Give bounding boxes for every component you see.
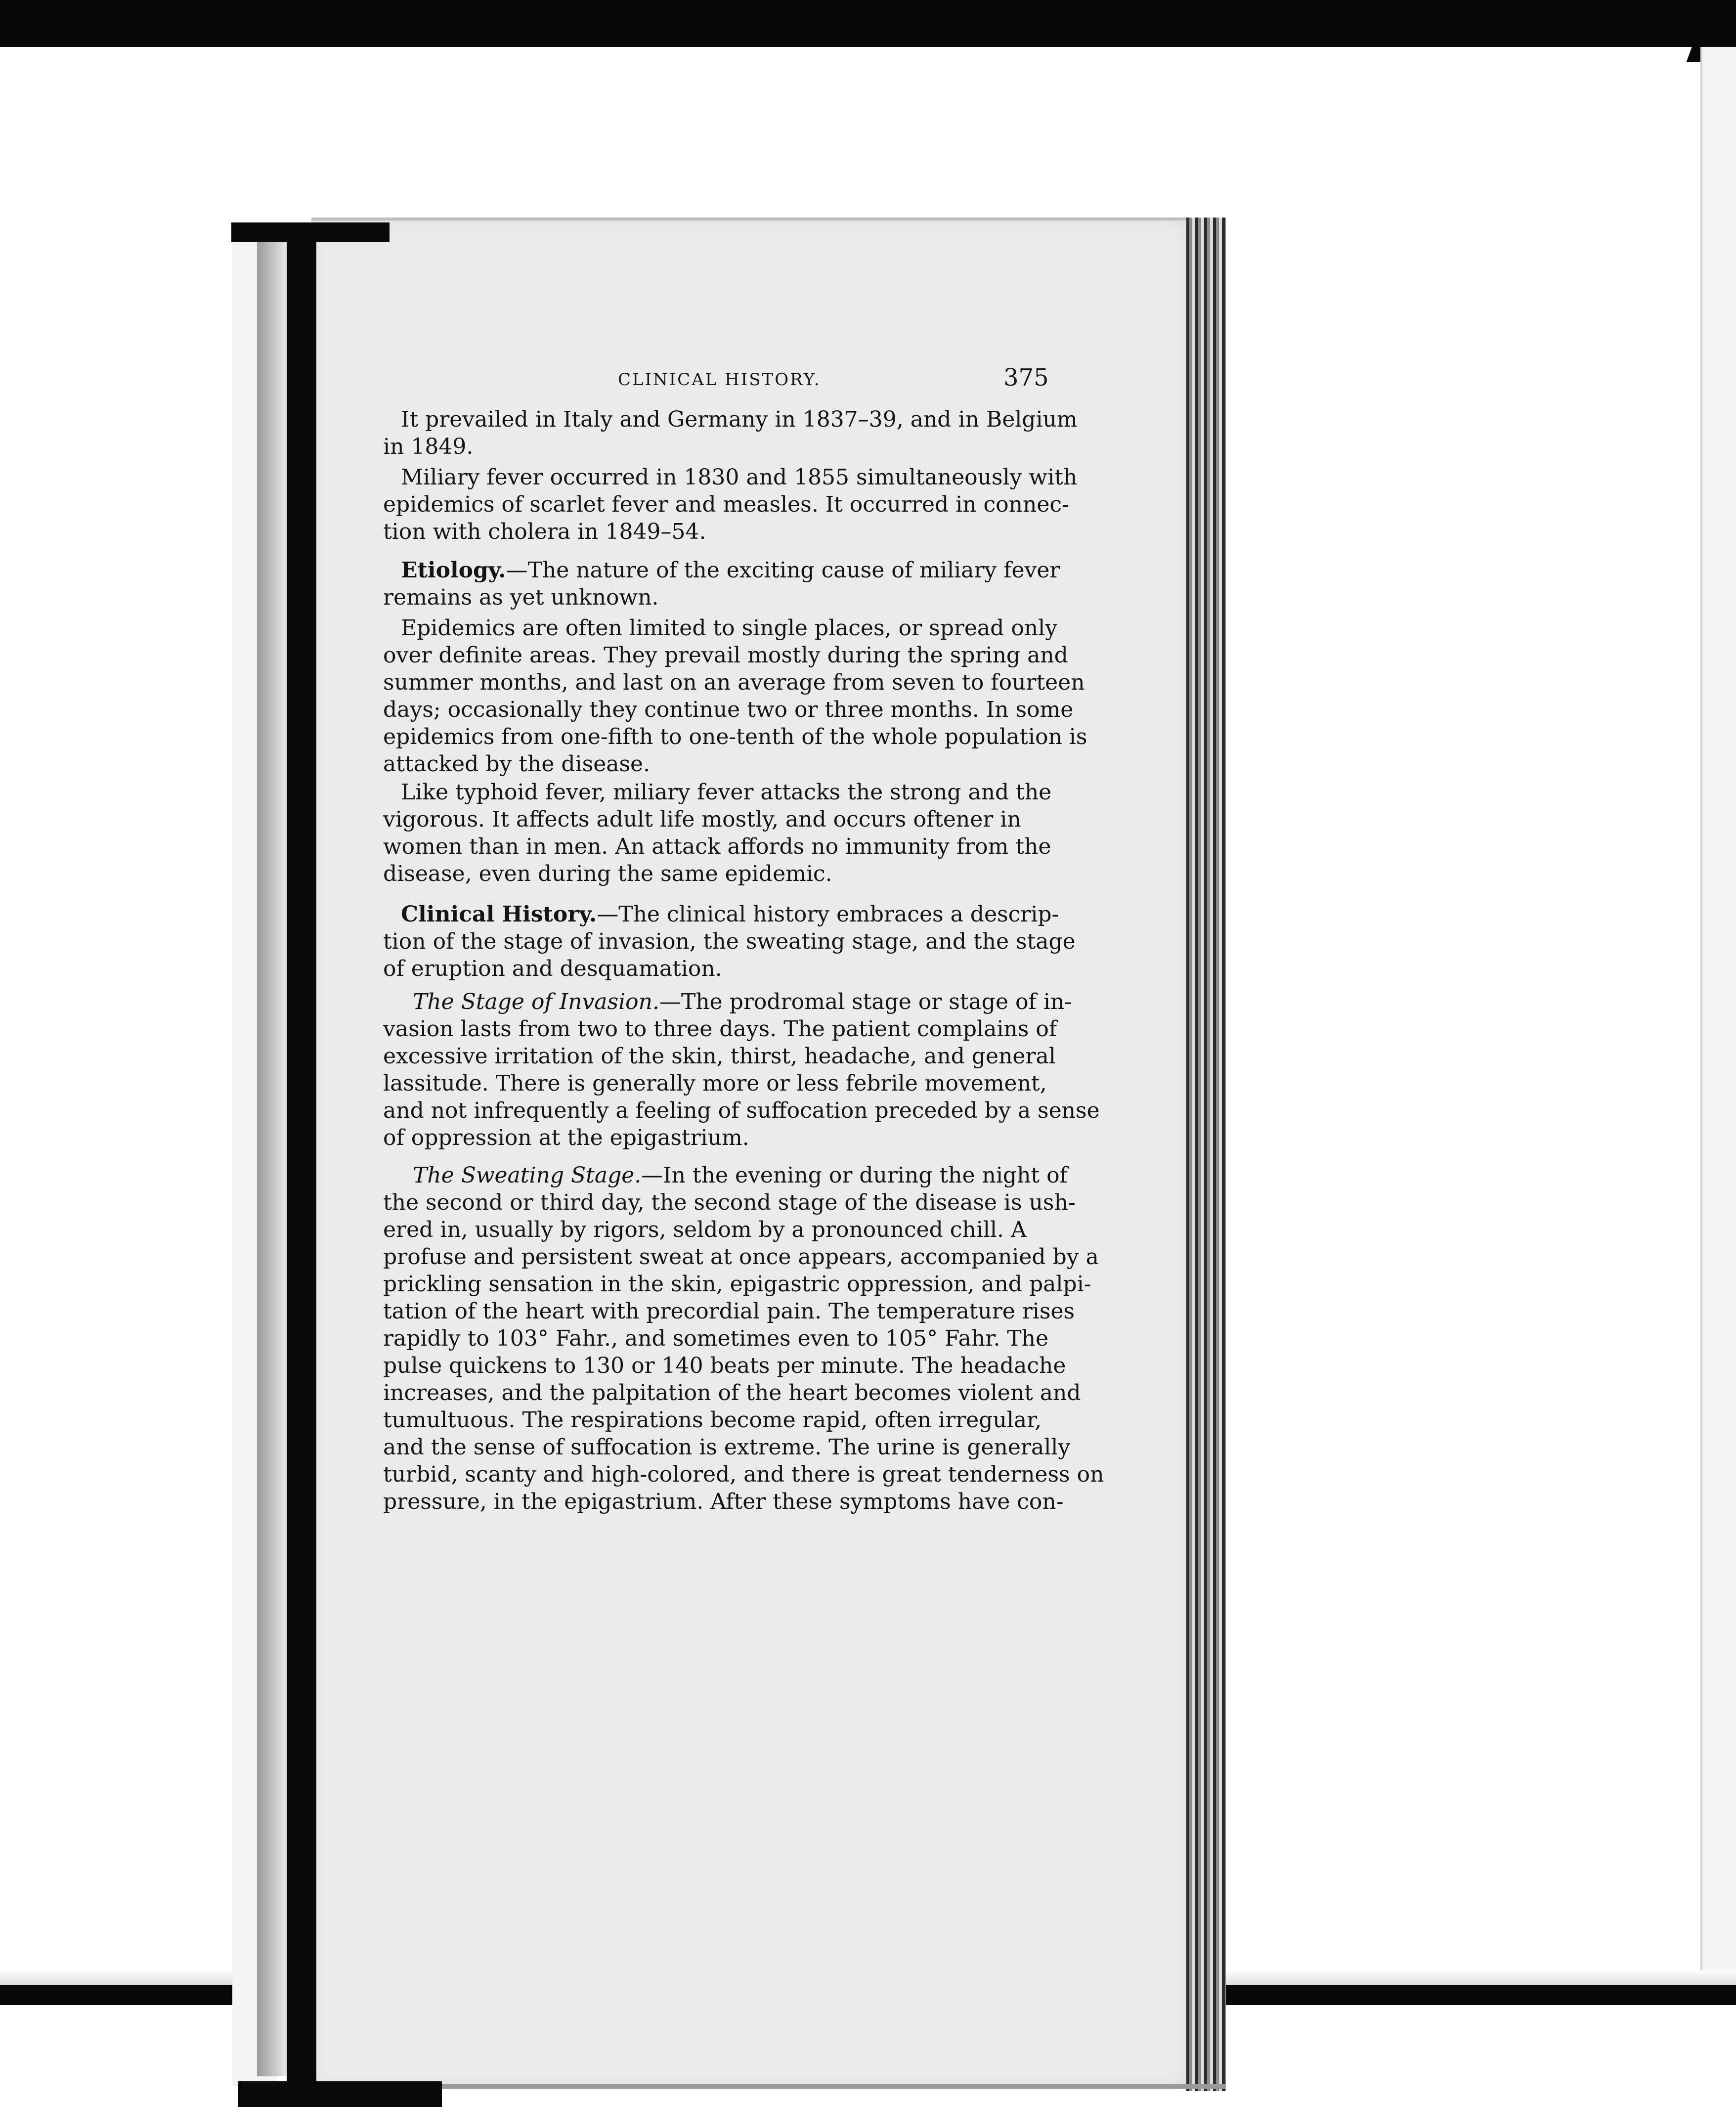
text-line: vasion lasts from two to three days. The patient complains of xyxy=(383,1016,1057,1042)
page-bottom-edge xyxy=(311,2084,1226,2089)
text-line: disease, even during the same epidemic. xyxy=(383,861,832,886)
text-line: remains as yet unknown. xyxy=(383,585,659,610)
text-line: in 1849. xyxy=(383,434,474,459)
text-line: epidemics from one-fifth to one-tenth of the whole population is xyxy=(383,724,1087,749)
text-line: of eruption and desquamation. xyxy=(383,956,722,981)
text-line: over definite areas. They prevail mostly during the spring and xyxy=(383,643,1068,668)
page-edges xyxy=(1186,218,1226,2091)
text-line: pulse quickens to 130 or 140 beats per minute. The headache xyxy=(383,1353,1066,1378)
text-line: of oppression at the epigastrium. xyxy=(383,1125,749,1150)
text-line: vigorous. It affects adult life mostly, and occurs oftener in xyxy=(383,807,1021,832)
text-line: and not infrequently a feeling of suffocation preceded by a sense xyxy=(383,1098,1100,1123)
text-line: tumultuous. The respirations become rapid, often irregular, xyxy=(383,1407,1042,1433)
text-line: turbid, scanty and high-colored, and there is great tenderness on xyxy=(383,1462,1104,1487)
text-line: tion of the stage of invasion, the sweating stage, and the stage xyxy=(383,929,1076,954)
bracket-bottom xyxy=(238,2081,442,2107)
text-line: rapidly to 103° Fahr., and sometimes even to 105° Fahr. The xyxy=(383,1326,1049,1351)
text-line: —In the evening or during the night of xyxy=(641,1163,1068,1188)
text-line: It prevailed in Italy and Germany in 1837–39, and in Belgium xyxy=(401,407,1078,432)
text-line: the second or third day, the second stage of the disease is ush- xyxy=(383,1190,1076,1215)
paragraph-clinical-history xyxy=(401,902,1059,927)
text-line: attacked by the disease. xyxy=(383,751,651,777)
heading-sweating-stage: The Sweating Stage. xyxy=(413,1163,642,1188)
text-line: —The nature of the exciting cause of miliary fever xyxy=(506,558,1060,583)
text-line: Epidemics are often limited to single places, or spread only xyxy=(401,615,1058,641)
text-line: ered in, usually by rigors, seldom by a pronounced chill. A xyxy=(383,1217,1027,1242)
text-line: women than in men. An attack affords no immunity from the xyxy=(383,834,1051,859)
text-line: lassitude. There is generally more or less febrile movement, xyxy=(383,1071,1047,1096)
text-line: Miliary fever occurred in 1830 and 1855 simultaneously with xyxy=(401,465,1078,490)
text-line: days; occasionally they continue two or three months. In some xyxy=(383,697,1074,722)
text-line: profuse and persistent sweat at once appears, accompanied by a xyxy=(383,1244,1099,1270)
text-line: prickling sensation in the skin, epigastric oppression, and palpi- xyxy=(383,1272,1091,1297)
text-line: tation of the heart with precordial pain. The temperature rises xyxy=(383,1299,1075,1324)
text-line: summer months, and last on an average from seven to fourteen xyxy=(383,670,1085,695)
running-head: CLINICAL HISTORY. xyxy=(618,370,821,390)
scanner-right-margin xyxy=(1700,47,1736,1985)
text-line: —The clinical history embraces a descrip- xyxy=(597,902,1059,927)
text-line: and the sense of suffocation is extreme. The urine is generally xyxy=(383,1435,1071,1460)
page-body xyxy=(383,405,1104,1552)
bracket-vertical xyxy=(287,225,316,2094)
heading-clinical-history: Clinical History. xyxy=(401,902,597,927)
text-line: increases, and the palpitation of the heart becomes violent and xyxy=(383,1380,1081,1405)
heading-etiology: Etiology. xyxy=(401,558,506,583)
scanner-top-border xyxy=(0,0,1736,47)
text-line: excessive irritation of the skin, thirst, headache, and general xyxy=(383,1044,1056,1069)
text-line: tion with cholera in 1849–54. xyxy=(383,519,706,544)
text-line: Like typhoid fever, miliary fever attacks the strong and the xyxy=(401,780,1052,805)
text-line: —The prodromal stage or stage of in- xyxy=(659,989,1072,1014)
text-line: epidemics of scarlet fever and measles. It occurred in connec- xyxy=(383,492,1069,517)
heading-stage-invasion: The Stage of Invasion. xyxy=(413,989,659,1014)
text-line: pressure, in the epigastrium. After these symptoms have con- xyxy=(383,1489,1064,1514)
paragraph-sweating-stage xyxy=(413,1163,1068,1188)
paragraph-etiology xyxy=(401,558,1060,583)
paragraph-stage-invasion xyxy=(413,990,1072,1014)
page-number: 375 xyxy=(1003,364,1049,392)
